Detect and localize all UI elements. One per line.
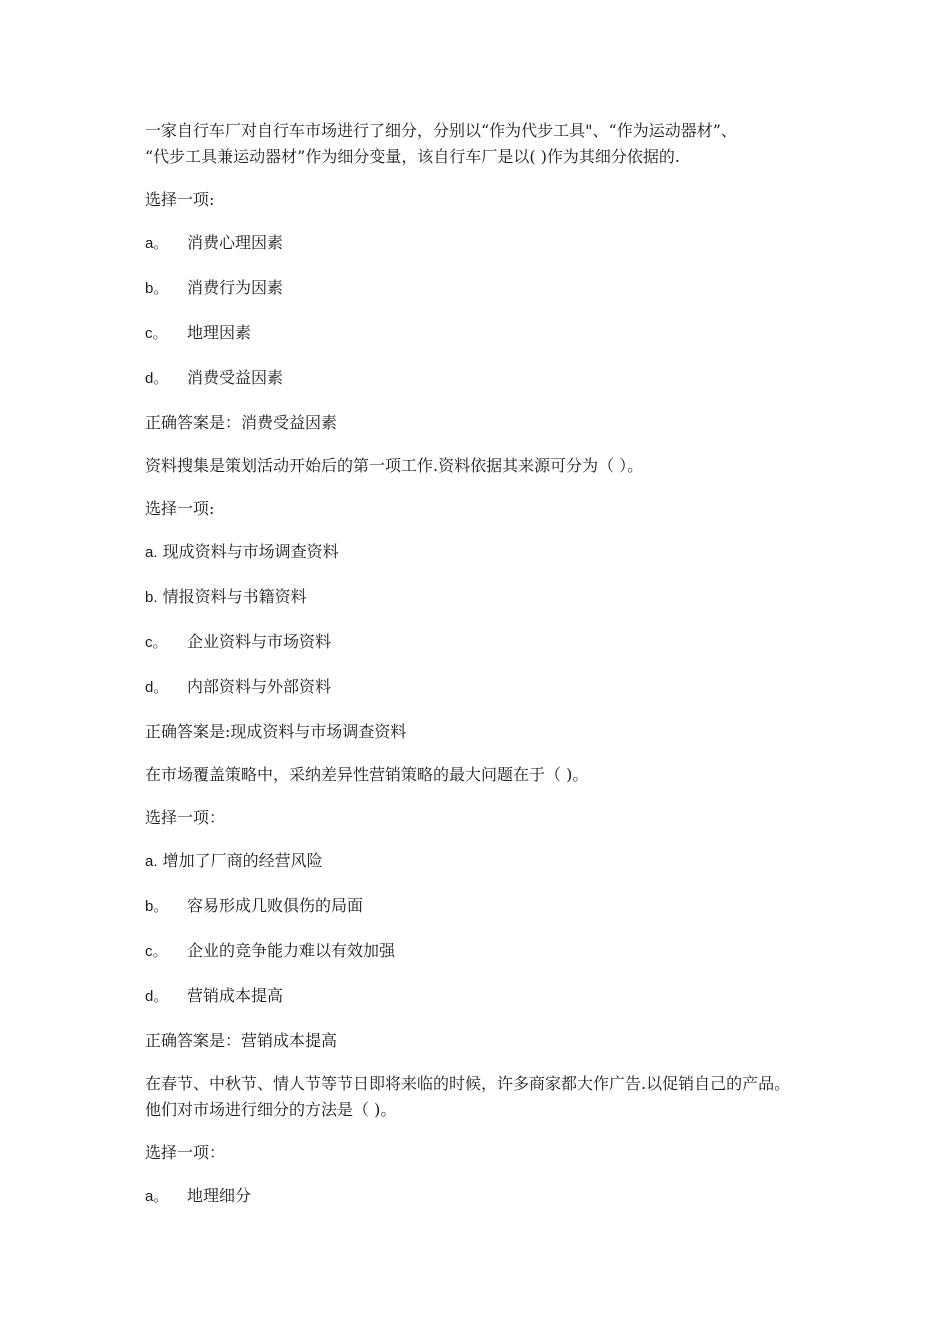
choose-prompt: 选择一项：	[145, 1143, 226, 1162]
option-letter: a。	[145, 235, 169, 252]
question-2	[145, 453, 825, 745]
option-text: 消费受益因素	[187, 368, 284, 387]
option-text: 地理细分	[187, 1186, 252, 1205]
option-text: 容易形成几败俱伤的局面	[187, 896, 364, 915]
question-text	[145, 1071, 825, 1123]
question-1	[145, 118, 825, 436]
option-text: 内部资料与外部资料	[187, 677, 332, 696]
option-b	[145, 893, 825, 920]
correct-answer: 正确答案是:现成资料与市场调查资料	[145, 722, 407, 741]
question-line: 资料搜集是策划活动开始后的第一项工作.资料依据其来源可分为（ ）。	[145, 456, 644, 475]
option-a	[145, 848, 825, 875]
option-text: 消费行为因素	[187, 278, 284, 297]
option-b	[145, 584, 825, 611]
option-letter: b。	[145, 280, 169, 297]
option-text: 现成资料与市场调查资料	[157, 542, 339, 561]
option-letter: a.	[145, 853, 158, 870]
option-letter: c。	[145, 943, 168, 960]
question-line: “代步工具兼运动器材”作为细分变量，该自行车厂是以( )作为其细分依据的.	[145, 147, 681, 166]
option-d	[145, 365, 825, 392]
question-line: 在市场覆盖策略中，采纳差异性营销策略的最大问题在于（ )。	[145, 765, 589, 784]
correct-answer: 正确答案是：营销成本提高	[145, 1031, 338, 1050]
choose-prompt: 选择一项:	[145, 190, 215, 209]
option-letter: d。	[145, 988, 169, 1005]
option-text: 消费心理因素	[187, 233, 284, 252]
question-line: 在春节、中秋节、情人节等节日即将来临的时候，许多商家都大作广告.以促销自己的产品。	[145, 1074, 791, 1093]
option-letter: d。	[145, 679, 169, 696]
document-page	[145, 118, 825, 1228]
option-letter: a.	[145, 544, 158, 561]
question-line: 一家自行车厂对自行车市场进行了细分，分别以“作为代步工具"、“作为运动器材”、	[145, 121, 737, 140]
option-d	[145, 983, 825, 1010]
question-4	[145, 1071, 825, 1210]
option-text: 企业的竞争能力难以有效加强	[187, 941, 396, 960]
option-letter: b。	[145, 898, 169, 915]
option-text: 情报资料与书籍资料	[157, 587, 307, 606]
option-a	[145, 539, 825, 566]
question-3	[145, 762, 825, 1054]
option-letter: a。	[145, 1188, 169, 1205]
option-a	[145, 1183, 825, 1210]
choose-prompt: 选择一项:	[145, 499, 215, 518]
question-text	[145, 118, 825, 170]
choose-prompt: 选择一项：	[145, 808, 226, 827]
correct-answer: 正确答案是：消费受益因素	[145, 413, 338, 432]
option-text: 地理因素	[187, 323, 252, 342]
question-text	[145, 453, 825, 479]
option-c	[145, 938, 825, 965]
option-letter: d。	[145, 370, 169, 387]
option-letter: c。	[145, 634, 168, 651]
option-a	[145, 230, 825, 257]
option-text: 增加了厂商的经营风险	[157, 851, 323, 870]
option-text: 企业资料与市场资料	[187, 632, 332, 651]
option-b	[145, 275, 825, 302]
question-text	[145, 762, 825, 788]
option-text: 营销成本提高	[187, 986, 284, 1005]
option-d	[145, 674, 825, 701]
option-letter: b.	[145, 589, 158, 606]
question-line: 他们对市场进行细分的方法是（ )。	[145, 1100, 397, 1119]
option-letter: c。	[145, 325, 168, 342]
option-c	[145, 629, 825, 656]
option-c	[145, 320, 825, 347]
